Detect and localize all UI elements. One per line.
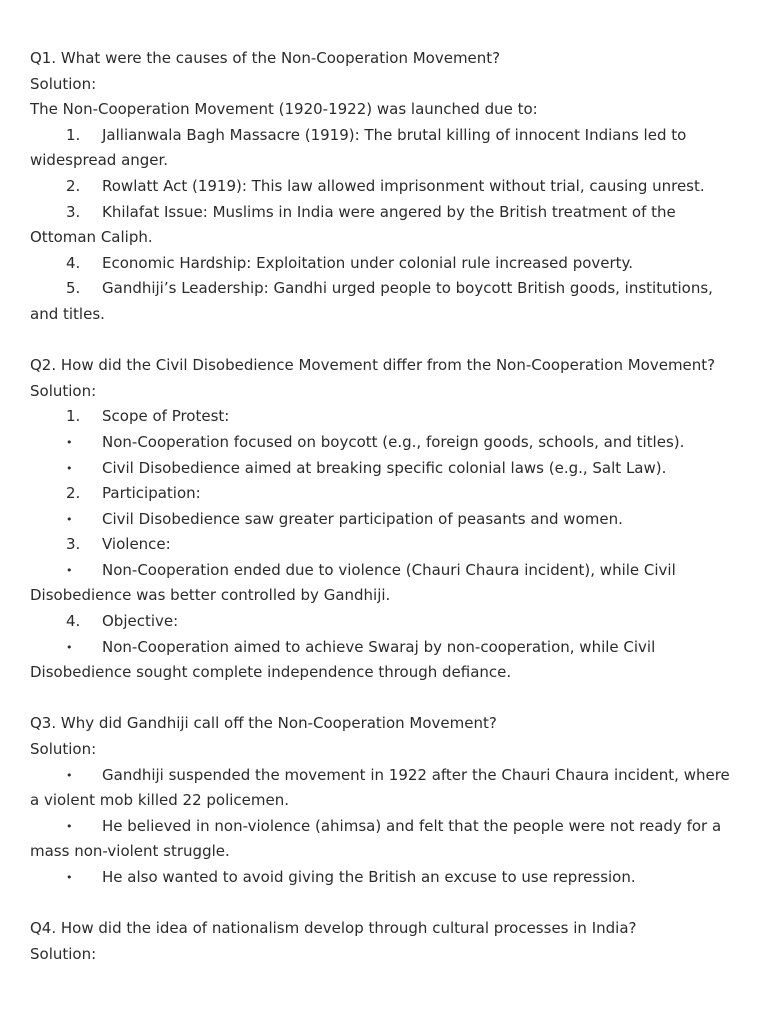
list-item xyxy=(30,763,735,814)
list-item-text: Participation: xyxy=(102,484,201,503)
list-item xyxy=(30,430,735,456)
bullet-marker: • xyxy=(66,871,73,884)
section-q1 xyxy=(30,46,735,328)
list-item-text: Objective: xyxy=(102,612,179,631)
question-heading: Q4. How did the idea of nationalism develop through cultural processes in India? xyxy=(30,919,637,938)
list-item xyxy=(30,481,735,507)
list-item xyxy=(30,507,735,533)
list-number: 1. xyxy=(66,407,81,426)
list-item xyxy=(30,635,735,686)
bullet-marker: • xyxy=(66,819,73,833)
list-item xyxy=(30,123,735,174)
list-number: 1. xyxy=(66,125,81,144)
bullet-marker: • xyxy=(66,640,73,654)
list-item-text: He also wanted to avoid giving the British an excuse to use repression. xyxy=(102,868,636,886)
list-item xyxy=(30,404,735,430)
question-heading: Q2. How did the Civil Disobedience Movement differ from the Non-Cooperation Movement? xyxy=(30,356,716,375)
section-q3 xyxy=(30,711,735,890)
list-item-text: Civil Disobedience aimed at breaking specific colonial laws (e.g., Salt Law). xyxy=(102,458,667,477)
list-item-text: Jallianwala Bagh Massacre (1919): The brutal killing of innocent Indians led to widespread anger. xyxy=(30,125,687,170)
list-item xyxy=(30,865,735,891)
bullet-marker: • xyxy=(66,512,73,526)
list-item xyxy=(30,609,735,635)
list-item xyxy=(30,174,735,200)
list-item-text: Economic Hardship: Exploitation under colonial rule increased poverty. xyxy=(102,253,634,272)
list-item-text: Gandhiji’s Leadership: Gandhi urged people to boycott British goods, institutions, and titles. xyxy=(30,279,713,323)
list-item-text: Violence: xyxy=(102,535,171,554)
list-item xyxy=(30,200,735,251)
list-number: 2. xyxy=(66,484,81,503)
list-number: 4. xyxy=(66,612,81,631)
bullet-marker: • xyxy=(66,435,73,449)
bullet-marker: • xyxy=(66,563,73,577)
list-number: 2. xyxy=(66,176,81,195)
section-spacer xyxy=(30,328,735,354)
list-item-text: Non-Cooperation focused on boycott (e.g., foreign goods, schools, and titles). xyxy=(102,432,685,451)
question-heading: Q3. Why did Gandhiji call off the Non-Cooperation Movement? xyxy=(30,714,497,733)
bullet-marker: • xyxy=(66,768,73,782)
list-number: 5. xyxy=(66,279,81,298)
list-item xyxy=(30,276,735,327)
section-q2 xyxy=(30,353,735,686)
list-item-text: Civil Disobedience saw greater participation of peasants and women. xyxy=(102,509,623,528)
list-number: 3. xyxy=(66,202,81,221)
list-number: 4. xyxy=(66,253,81,272)
bullet-marker: • xyxy=(66,461,73,475)
solution-label: Solution: xyxy=(30,74,97,93)
list-item-text: Scope of Protest: xyxy=(102,407,230,426)
list-number: 3. xyxy=(66,535,81,554)
list-item xyxy=(30,558,735,609)
list-item-text: Rowlatt Act (1919): This law allowed imprisonment without trial, causing unrest. xyxy=(102,176,705,195)
list-item xyxy=(30,814,735,865)
list-item xyxy=(30,532,735,558)
solution-label: Solution: xyxy=(30,944,97,963)
intro-text: The Non-Cooperation Movement (1920-1922) was launched due to: xyxy=(30,100,538,119)
document-page xyxy=(30,46,735,967)
list-item xyxy=(30,456,735,482)
list-item-text: Khilafat Issue: Muslims in India were angered by the British treatment of the Ottoman Caliph. xyxy=(30,202,676,247)
list-item-text: Non-Cooperation aimed to achieve Swaraj by non-cooperation, while Civil Disobedience sought complete independence through defiance. xyxy=(30,637,656,682)
section-spacer xyxy=(30,891,735,917)
section-spacer xyxy=(30,686,735,712)
section-q4 xyxy=(30,916,735,967)
solution-label: Solution: xyxy=(30,740,97,759)
solution-label: Solution: xyxy=(30,381,97,400)
list-item-text: He believed in non-violence (ahimsa) and felt that the people were not ready for a mass non-violent struggle. xyxy=(30,816,722,861)
list-item xyxy=(30,251,735,277)
question-heading: Q1. What were the causes of the Non-Cooperation Movement? xyxy=(30,49,501,67)
list-item-text: Gandhiji suspended the movement in 1922 after the Chauri Chaura incident, where a violent mob killed 22 policemen. xyxy=(30,765,730,810)
list-item-text: Non-Cooperation ended due to violence (Chauri Chaura incident), while Civil Disobedience was better controlled by Gandhiji. xyxy=(30,560,676,605)
